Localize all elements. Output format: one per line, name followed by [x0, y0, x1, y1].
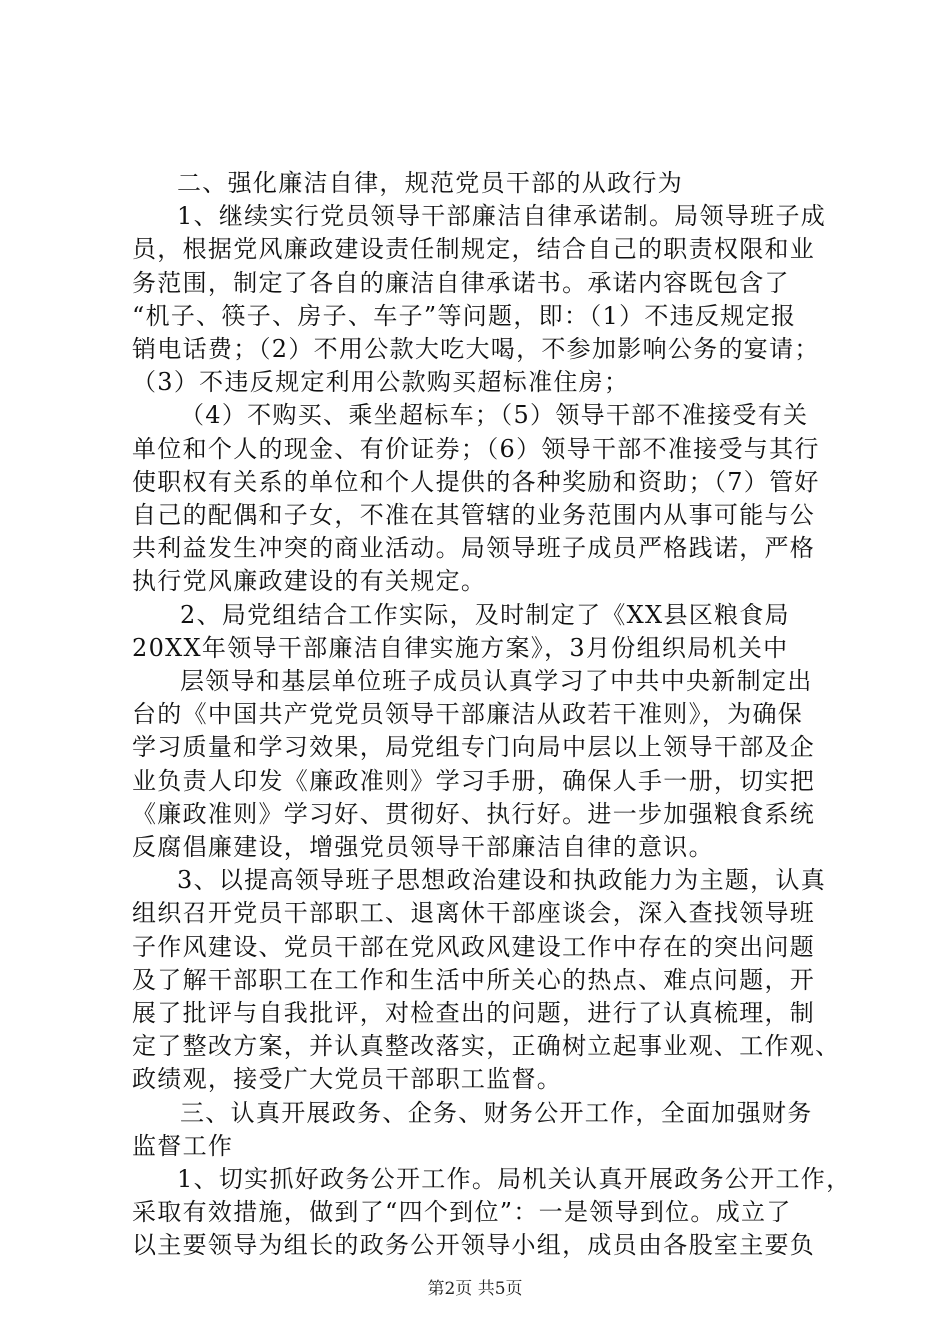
paragraph-line: 2、局党组结合工作实际，及时制定了《XX县区粮食局	[180, 600, 790, 629]
paragraph-line: 员，根据党风廉政建设责任制规定，结合自己的职责权限和业	[132, 235, 816, 264]
paragraph-line: 政绩观，接受广大党员干部职工监督。	[132, 1065, 563, 1094]
paragraph-line: 3、以提高领导班子思想政治建设和执政能力为主题，认真	[177, 866, 827, 895]
paragraph-line: （3）不违反规定利用公款购买超标准住房；	[132, 368, 630, 397]
paragraph-line: 层领导和基层单位班子成员认真学习了中共中央新制定出	[180, 667, 813, 695]
paragraph-line: 定了整改方案，并认真整改落实，正确树立起事业观、工作观、	[132, 1032, 841, 1061]
paragraph-line: 单位和个人的现金、有价证券；（6）领导干部不准接受与其行	[132, 434, 820, 463]
paragraph-line: 及了解干部职工在工作和生活中所关心的热点、难点问题，开	[132, 965, 816, 994]
paragraph-line: 1、切实抓好政务公开工作。局机关认真开展政务公开工作，	[177, 1165, 852, 1193]
paragraph-line: 执行党风廉政建设的有关规定。	[132, 567, 487, 596]
section-heading-three: 三、认真开展政务、企务、财务公开工作，全面加强财务	[180, 1098, 813, 1127]
paragraph-line: 采取有效措施，做到了“四个到位”：一是领导到位。成立了	[132, 1198, 792, 1227]
section-heading-two: 二、强化廉洁自律，规范党员干部的从政行为	[177, 169, 683, 197]
paragraph-line: 共利益发生冲突的商业活动。局领导班子成员严格践诺，严格	[132, 534, 816, 563]
paragraph-line: 子作风建设、党员干部在党风政风建设工作中存在的突出问题	[132, 932, 816, 961]
paragraph-line: 展了批评与自我批评，对检查出的问题，进行了认真梳理，制	[132, 999, 816, 1027]
paragraph-line: 组织召开党员干部职工、退离休干部座谈会，深入查找领导班	[132, 899, 816, 928]
paragraph-line: 20XX年领导干部廉洁自律实施方案》，3月份组织局机关中	[132, 633, 789, 662]
paragraph-line: 使职权有关系的单位和个人提供的各种奖励和资助；（7）管好	[132, 467, 820, 496]
paragraph-line: 以主要领导为组长的政务公开领导小组，成员由各股室主要负	[132, 1231, 816, 1260]
paragraph-line: （4）不购买、乘坐超标车；（5）领导干部不准接受有关	[180, 401, 809, 430]
paragraph-line: 学习质量和学习效果，局党组专门向局中层以上领导干部及企	[132, 733, 816, 762]
section-heading-three-cont: 监督工作	[132, 1131, 234, 1160]
paragraph-line: 业负责人印发《廉政准则》学习手册，确保人手一册，切实把	[132, 766, 816, 795]
paragraph-line: 务范围，制定了各自的廉洁自律承诺书。承诺内容既包含了	[132, 268, 790, 297]
paragraph-line: “机子、筷子、房子、车子”等问题，即：（1）不违反规定报	[132, 301, 797, 330]
paragraph-line: 《廉政准则》学习好、贯彻好、执行好。进一步加强粮食系统	[132, 799, 816, 828]
paragraph-line: 台的《中国共产党党员领导干部廉洁从政若干准则》，为确保	[132, 700, 804, 729]
page-footer: 第2页 共5页	[427, 1279, 523, 1299]
paragraph-line: 自己的配偶和子女，不准在其管辖的业务范围内从事可能与公	[132, 501, 816, 529]
paragraph-line: 反腐倡廉建设，增强党员领导干部廉洁自律的意识。	[132, 833, 714, 861]
paragraph-line: 1、继续实行党员领导干部廉洁自律承诺制。局领导班子成	[177, 202, 827, 231]
paragraph-line: 销电话费；（2）不用公款大吃大喝，不参加影响公务的宴请；	[132, 335, 820, 363]
